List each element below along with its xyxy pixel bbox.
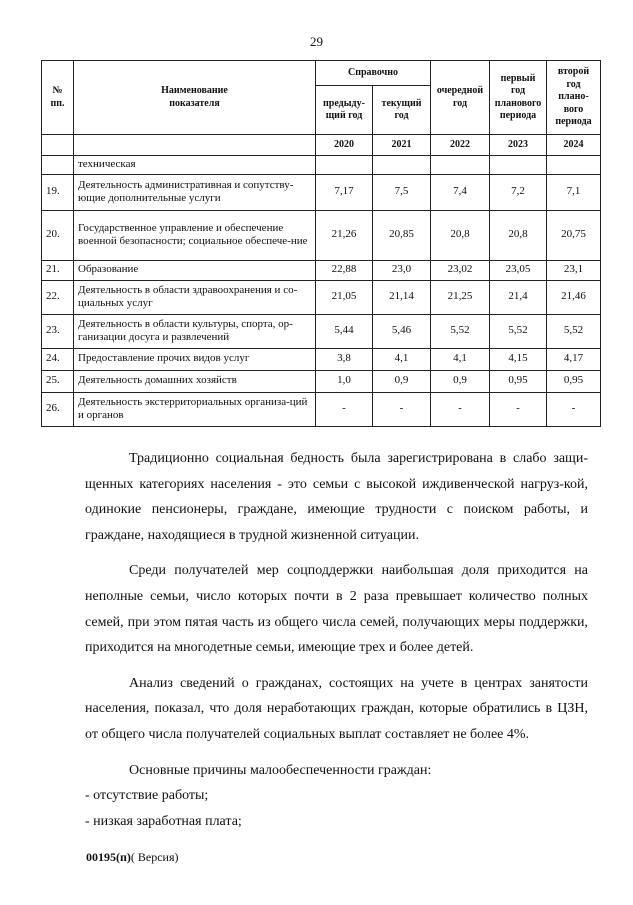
table-row xyxy=(42,348,601,370)
header-name-text: Наименование показателя xyxy=(161,85,228,109)
table-cell-value: 3,8 xyxy=(316,348,373,370)
header-current-year-text: текущий год xyxy=(381,97,422,121)
header-next-year xyxy=(431,61,490,135)
paragraph-employment-centers: Анализ сведений о гражданах, состоящих на учете в центрах занятости населения, показал, что доля неработающих граждан, которые обратились в ЦЗН, от общего числа получателей социальных выплат составляет не более 4%. xyxy=(85,675,588,742)
reasons-heading: Основные причины малообеспеченности граждан: xyxy=(129,762,432,778)
header-year-2020: 2020 xyxy=(316,135,373,156)
header-number-text: № пп. xyxy=(50,85,65,109)
header-name xyxy=(74,61,316,135)
header-current-year xyxy=(373,86,431,135)
table-cell-name: Деятельность домашних хозяйств xyxy=(74,370,316,392)
table-cell-value: 21,26 xyxy=(316,210,373,260)
header-second-plan-year-text: второй год плано- вого периода xyxy=(555,66,592,128)
header-year-blank-2 xyxy=(74,135,316,156)
table-cell-value: 20,85 xyxy=(373,210,431,260)
table-cell-value: 0,95 xyxy=(547,370,601,392)
table-cell-value: 21,4 xyxy=(490,280,547,314)
table-cell-num xyxy=(42,156,74,175)
table-row xyxy=(42,174,601,210)
table-cell-value: - xyxy=(373,392,431,426)
table-cell-value: 0,95 xyxy=(490,370,547,392)
table-row xyxy=(42,280,601,314)
table-cell-value: 23,1 xyxy=(547,260,601,280)
table-cell-value: 23,0 xyxy=(373,260,431,280)
table-row xyxy=(42,314,601,348)
table-cell-value: 4,15 xyxy=(490,348,547,370)
table-cell-value: 7,1 xyxy=(547,174,601,210)
table-cell-value: 5,52 xyxy=(431,314,490,348)
table-cell-num: 20. xyxy=(42,210,74,260)
table-cell-num: 19. xyxy=(42,174,74,210)
table-cell-value: 4,17 xyxy=(547,348,601,370)
table-cell-value: 4,1 xyxy=(373,348,431,370)
header-first-plan-year xyxy=(490,61,547,135)
header-year-2023: 2023 xyxy=(490,135,547,156)
table-cell-empty xyxy=(316,156,373,175)
table-row-continuation xyxy=(42,156,601,175)
header-reference: Справочно xyxy=(316,61,431,86)
table-cell-value: 4,1 xyxy=(431,348,490,370)
header-year-2024: 2024 xyxy=(547,135,601,156)
table-cell-empty xyxy=(547,156,601,175)
body-text xyxy=(85,446,588,834)
table-cell-value: 5,52 xyxy=(547,314,601,348)
table-row xyxy=(42,210,601,260)
table-cell-empty xyxy=(431,156,490,175)
table-cell-value: 7,5 xyxy=(373,174,431,210)
table-cell-value: 7,4 xyxy=(431,174,490,210)
table-cell-name: Деятельность экстерриториальных организа-ций и органов xyxy=(74,392,316,426)
table-cell-name: Образование xyxy=(74,260,316,280)
reason-item: - отсутствие работы; xyxy=(85,788,209,804)
table-row xyxy=(42,370,601,392)
table-row xyxy=(42,260,601,280)
header-first-plan-year-text: первый год планового периода xyxy=(494,72,542,121)
table-cell-value: 23,02 xyxy=(431,260,490,280)
table-cell-value: 21,25 xyxy=(431,280,490,314)
footer-code: 00195(п) xyxy=(86,850,131,864)
indicators-table xyxy=(41,60,601,427)
table-cell-value: 21,46 xyxy=(547,280,601,314)
table-cell-name: Деятельность административная и сопутству-ющие дополнительные услуги xyxy=(74,174,316,210)
header-previous-year xyxy=(316,86,373,135)
paragraph-poverty: Традиционно социальная бедность была зарегистрирована в слабо защи-щенных категориях населения - это семьи с высокой иждивенческой нагруз-кой, одинокие пенсионеры, граждане, имеющие трудности с поиском работы, и граждане, находящиеся в трудной жизненной ситуации. xyxy=(85,451,588,543)
table-cell-name: Государственное управление и обеспечение военной безопасности; социальное обеспече-ние xyxy=(74,210,316,260)
table-cell-value: 0,9 xyxy=(373,370,431,392)
table-cell-value: 20,8 xyxy=(490,210,547,260)
header-next-year-text: очередной год xyxy=(436,85,484,109)
table-cell-name: Деятельность в области культуры, спорта, ор-ганизации досуга и развлечений xyxy=(74,314,316,348)
table-cell-name: техническая xyxy=(74,156,316,175)
table-cell-value: 23,05 xyxy=(490,260,547,280)
table-cell-value: - xyxy=(316,392,373,426)
table-cell-empty xyxy=(373,156,431,175)
header-second-plan-year xyxy=(547,61,601,135)
header-year-2022: 2022 xyxy=(431,135,490,156)
table-cell-value: 5,52 xyxy=(490,314,547,348)
page-number: 29 xyxy=(310,34,323,49)
paragraph-recipients: Среди получателей мер соцподдержки наибольшая доля приходится на неполные семьи, число которых почти в 2 раза превышает количество полных семей, при этом пятая часть из общего числа семей, получающих меры поддержки, приходится на многодетные семьи, имеющие трех и более детей. xyxy=(85,563,588,656)
table-cell-value: 21,05 xyxy=(316,280,373,314)
table-cell-num: 25. xyxy=(42,370,74,392)
table-cell-name: Предоставление прочих видов услуг xyxy=(74,348,316,370)
reason-item: - низкая заработная плата; xyxy=(85,813,242,829)
table-cell-value: - xyxy=(431,392,490,426)
table-cell-value: 0,9 xyxy=(431,370,490,392)
table-cell-value: 20,8 xyxy=(431,210,490,260)
header-year-2021: 2021 xyxy=(373,135,431,156)
table-cell-empty xyxy=(490,156,547,175)
table-cell-name: Деятельность в области здравоохранения и со-циальных услуг xyxy=(74,280,316,314)
table-cell-num: 22. xyxy=(42,280,74,314)
footer-document-code xyxy=(86,850,179,865)
table-cell-value: 5,44 xyxy=(316,314,373,348)
table-cell-value: 5,46 xyxy=(373,314,431,348)
footer-version: ( Версия) xyxy=(130,850,179,864)
table-cell-value: 20,75 xyxy=(547,210,601,260)
table-cell-num: 26. xyxy=(42,392,74,426)
table-cell-num: 23. xyxy=(42,314,74,348)
table-cell-num: 24. xyxy=(42,348,74,370)
table-cell-value: 22,88 xyxy=(316,260,373,280)
header-year-blank-1 xyxy=(42,135,74,156)
table-cell-value: - xyxy=(490,392,547,426)
table-cell-value: - xyxy=(547,392,601,426)
header-previous-year-text: предыду- щий год xyxy=(323,97,365,121)
table-cell-value: 7,2 xyxy=(490,174,547,210)
table-cell-value: 21,14 xyxy=(373,280,431,314)
table-cell-num: 21. xyxy=(42,260,74,280)
table-row xyxy=(42,392,601,426)
header-number xyxy=(42,61,74,135)
table-cell-value: 1,0 xyxy=(316,370,373,392)
table-cell-value: 7,17 xyxy=(316,174,373,210)
